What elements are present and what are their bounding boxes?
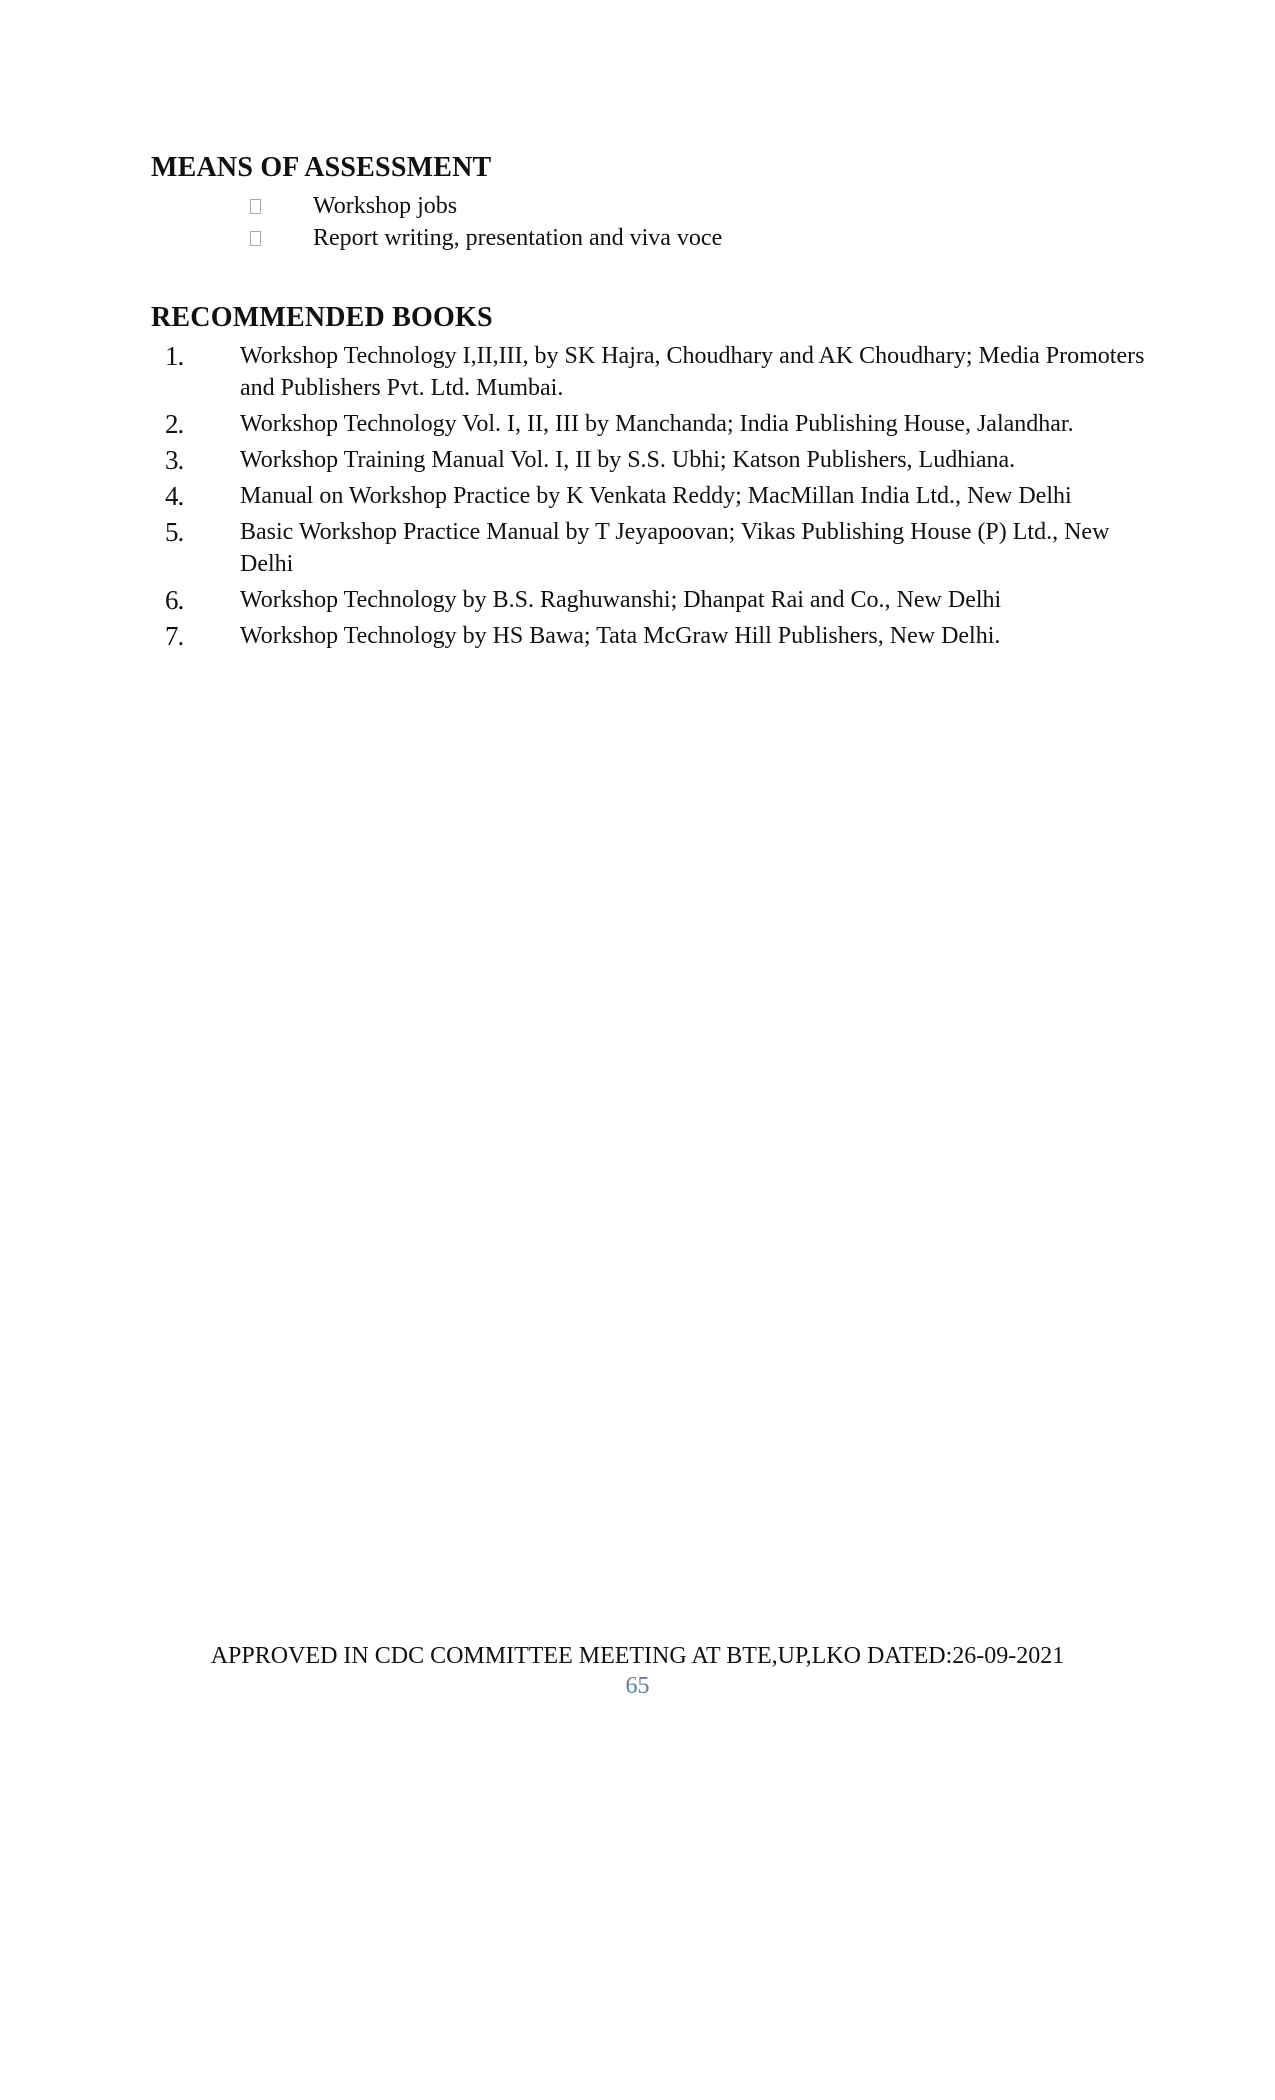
list-number: 5. bbox=[165, 517, 184, 547]
list-number: 3. bbox=[165, 445, 184, 475]
checkbox-bullet-icon bbox=[250, 231, 261, 246]
recommended-books-heading: RECOMMENDED BOOKS bbox=[151, 302, 493, 333]
list-number: 1. bbox=[165, 341, 184, 371]
book-entry: Workshop Technology I,II,III, by SK Hajra, Choudhary and AK Choudhary; Media Promoters and Publishers Pvt. Ltd. Mumbai. bbox=[240, 343, 1145, 401]
book-entry: Workshop Technology by HS Bawa; Tata McGraw Hill Publishers, New Delhi. bbox=[240, 623, 1001, 649]
list-number: 6. bbox=[165, 585, 184, 615]
list-item bbox=[250, 190, 722, 222]
list-number: 7. bbox=[165, 621, 184, 651]
list-item bbox=[165, 480, 1165, 512]
page-number: 65 bbox=[625, 1673, 650, 1699]
list-item bbox=[250, 222, 722, 254]
list-item bbox=[165, 584, 1165, 616]
list-number: 4. bbox=[165, 481, 184, 511]
list-item-text: Report writing, presentation and viva voce bbox=[313, 224, 723, 251]
list-item bbox=[165, 620, 1165, 652]
book-entry: Basic Workshop Practice Manual by T Jeyapoovan; Vikas Publishing House (P) Ltd., New Delhi bbox=[240, 519, 1110, 577]
list-item bbox=[165, 444, 1165, 476]
book-entry: Workshop Training Manual Vol. I, II by S.S. Ubhi; Katson Publishers, Ludhiana. bbox=[240, 447, 1016, 473]
means-of-assessment-heading: MEANS OF ASSESSMENT bbox=[151, 152, 492, 183]
book-entry: Workshop Technology by B.S. Raghuwanshi; Dhanpat Rai and Co., New Delhi bbox=[240, 587, 1002, 613]
list-item bbox=[165, 408, 1165, 440]
book-entry: Manual on Workshop Practice by K Venkata Reddy; MacMillan India Ltd., New Delhi bbox=[240, 483, 1072, 509]
list-item-text: Workshop jobs bbox=[313, 192, 458, 219]
list-item bbox=[165, 516, 1165, 580]
assessment-list bbox=[250, 190, 722, 254]
list-number: 2. bbox=[165, 409, 184, 439]
approval-footer: APPROVED IN CDC COMMITTEE MEETING AT BTE,UP,LKO DATED:26-09-2021 bbox=[210, 1643, 1065, 1669]
checkbox-bullet-icon bbox=[250, 199, 261, 214]
books-list bbox=[165, 340, 1165, 656]
book-entry: Workshop Technology Vol. I, II, III by Manchanda; India Publishing House, Jalandhar. bbox=[240, 411, 1074, 437]
list-item bbox=[165, 340, 1165, 404]
